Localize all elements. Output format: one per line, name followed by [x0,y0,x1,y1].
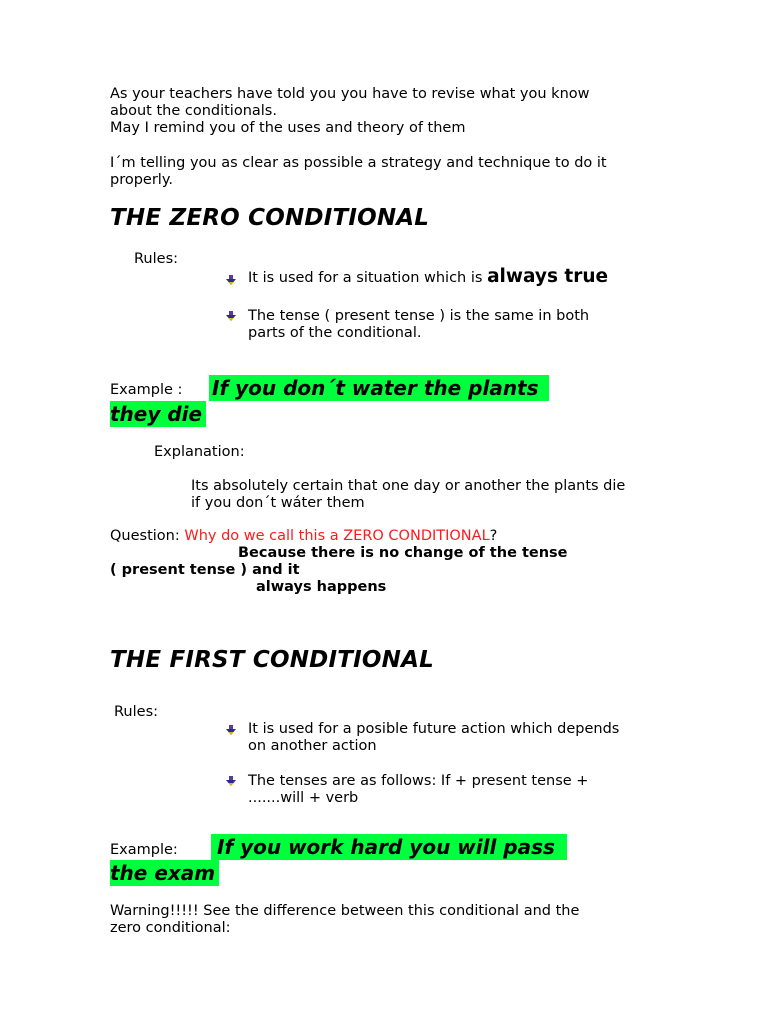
rule-item: It is used for a posible future action which depends [248,721,620,737]
rule-item: The tenses are as follows: If + present tense + [248,773,589,789]
rule-item [248,268,608,287]
arrow-bullet-icon [225,274,237,286]
warning-text: zero conditional: [110,920,231,936]
explanation-label: Explanation: [154,444,245,460]
question-text: Why do we call this a ZERO CONDITIONAL [184,528,490,544]
answer-text: Because there is no change of the tense [238,545,568,561]
intro-line: As your teachers have told you you have to revise what you know [110,86,590,102]
rules-label: Rules: [114,704,159,720]
intro-line: about the conditionals. [110,103,277,119]
example-highlight: If you work hard you will pass [211,834,567,860]
example-highlight: If you don´t water the plants [209,375,549,401]
example-label: Example : [110,382,183,398]
rule-item: The tense ( present tense ) is the same in both [248,308,590,324]
answer-text: always happens [256,579,387,595]
first-conditional-heading: THE FIRST CONDITIONAL [110,647,434,673]
arrow-bullet-icon [225,310,237,322]
rule-text: It is used for a situation which is [248,270,488,286]
rule-item-cont: parts of the conditional. [248,325,422,341]
intro-line: May I remind you of the uses and theory of them [110,120,466,136]
zero-conditional-heading: THE ZERO CONDITIONAL [110,205,430,231]
arrow-bullet-icon [225,775,237,787]
example-label: Example: [110,842,178,858]
question [110,528,497,545]
example-highlight: they die [110,401,206,427]
rule-item-cont: on another action [248,738,377,754]
intro-line: I´m telling you as clear as possible a strategy and technique to do it [110,155,607,171]
explanation-text: if you don´t wáter them [191,495,365,511]
rule-item-cont: .......will + verb [248,790,359,806]
question-label: Question: [110,528,185,544]
warning-text: Warning!!!!! See the difference between this conditional and the [110,903,580,919]
rules-label: Rules: [134,251,179,267]
explanation-text: Its absolutely certain that one day or another the plants die [191,478,626,494]
intro-line: properly. [110,172,173,188]
answer-text: ( present tense ) and it [110,562,300,578]
question-mark: ? [489,528,498,544]
arrow-bullet-icon [225,724,237,736]
rule-emphasis: always true [487,266,609,287]
example-highlight: the exam [110,860,219,886]
